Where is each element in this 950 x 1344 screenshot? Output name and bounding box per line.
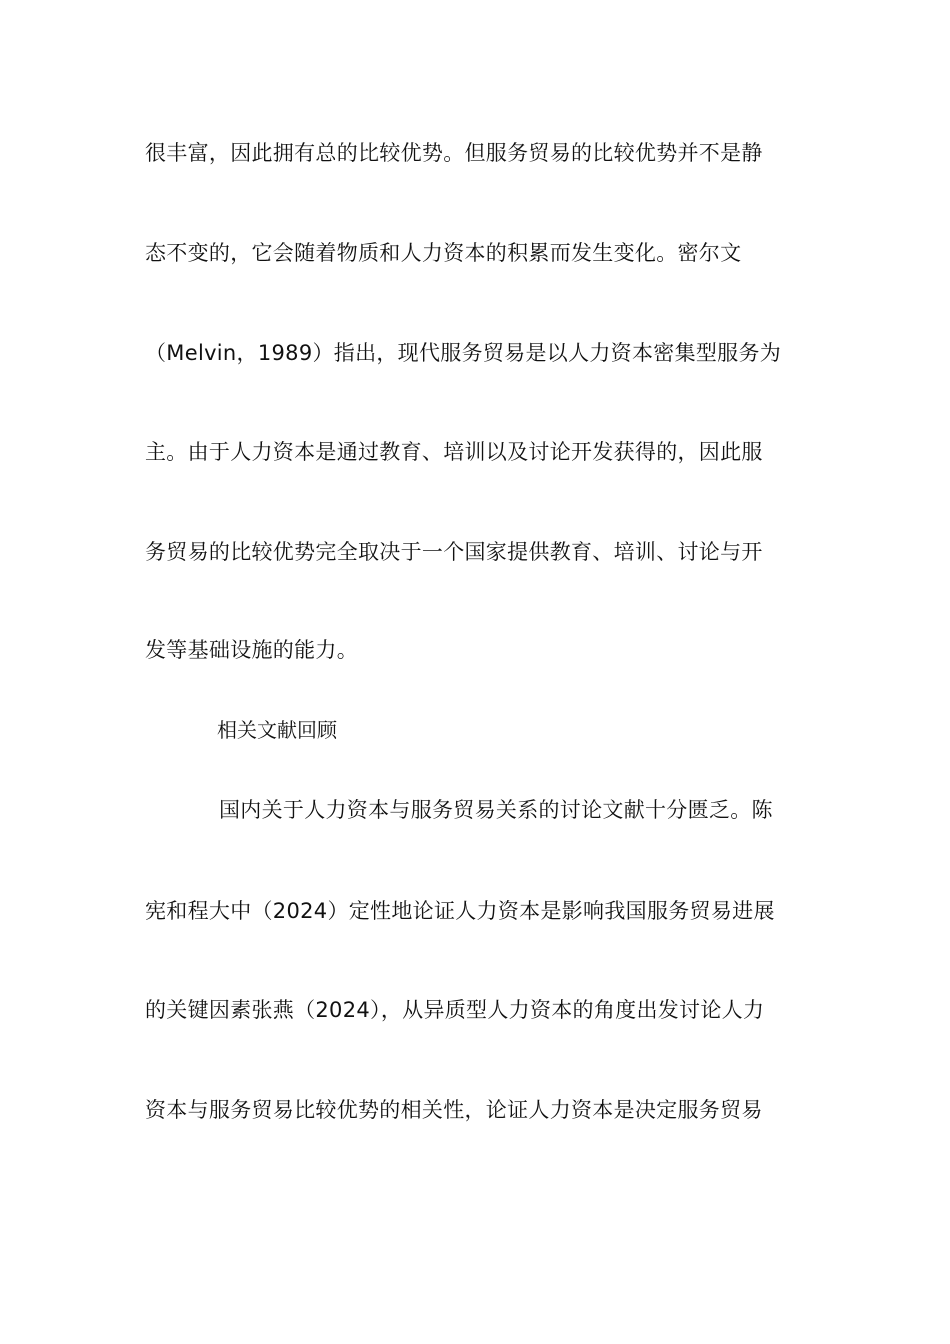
paragraph-1-line-4: 主。由于人力资本是通过教育、培训以及讨论开发获得的，因此服 (145, 440, 763, 464)
paragraph-2-line-4: 资本与服务贸易比较优势的相关性，论证人力资本是决定服务贸易 (145, 1098, 763, 1122)
paragraph-1-line-2: 态不变的，它会随着物质和人力资本的积累而发生变化。密尔文 (145, 241, 742, 265)
section-heading: 相关文献回顾 (217, 718, 337, 742)
paragraph-1-line-3: （Melvin，1989）指出，现代服务贸易是以人力资本密集型服务为 (145, 341, 782, 365)
paragraph-2-line-2: 宪和程大中（2024）定性地论证人力资本是影响我国服务贸易进展 (145, 899, 775, 923)
paragraph-1-line-1: 很丰富，因此拥有总的比较优势。但服务贸易的比较优势并不是静 (145, 141, 763, 165)
paragraph-1-line-6: 发等基础设施的能力。 (145, 638, 358, 662)
paragraph-1-line-5: 务贸易的比较优势完全取决于一个国家提供教育、培训、讨论与开 (145, 540, 763, 564)
paragraph-2-line-1: 国内关于人力资本与服务贸易关系的讨论文献十分匮乏。陈 (219, 798, 773, 822)
paragraph-2-line-3: 的关键因素张燕（2024），从异质型人力资本的角度出发讨论人力 (145, 998, 765, 1022)
